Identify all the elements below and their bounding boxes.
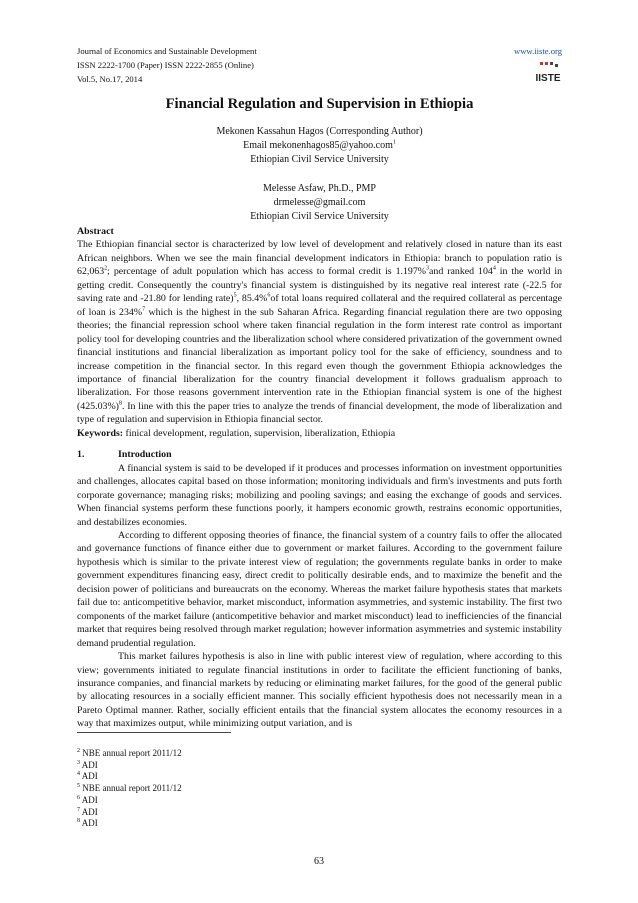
journal-issn: ISSN 2222-1700 (Paper) ISSN 2222-2855 (Online) <box>77 60 254 70</box>
page-number: 63 <box>314 856 324 867</box>
abstract-heading: Abstract <box>77 226 114 237</box>
footnote: $^4$ ADI <box>77 771 98 782</box>
svg-text:IISTE: IISTE <box>535 73 561 84</box>
intro-paragraph-1: A financial system is said to be developed if it produces and processes information on investment opportunities and challenges, allocates capital based on those information; monitoring individuals and firm's investments and puts forth corporate governance; managing risks; mobilizing and pooling savings; and easing the exchange of goods and services. When financial systems perform these functions poorly, it hampers economic growth, restrains economic opportunities, and destabilizes economies. <box>77 462 562 528</box>
author-2-email: drmelesse@gmail.com <box>273 196 366 208</box>
footnote: $^7$ ADI <box>77 806 98 817</box>
paper-title: Financial Regulation and Supervision in Ethiopia <box>165 96 474 112</box>
footnote: $^6$ ADI <box>77 794 98 805</box>
footnote: $^5$ NBE annual report 2011/12 <box>77 783 182 794</box>
footnote: $^2$ NBE annual report 2011/12 <box>77 748 182 758</box>
intro-paragraph-3: This market failures hypothesis is also in line with public interest view of regulation, where according to this view; governments initiated to regulate financial institutions in order to facilitate the efficient functioning of banks, insurance companies, and financial markets by reducing or eliminating market failures, for the good of the general public by allocating resources in a socially efficient manner. This socially efficient hypothesis does not necessarily mean in a Pareto Optimal manner. Rather, socially efficient entails that the financial system allocates the economy resources in a way that maximizes output, while minimizing output variation, and is <box>77 651 562 730</box>
footnote: $^8$ ADI <box>77 818 98 829</box>
author-1-email-line: Email mekonenhagos85@yahoo.com$^1$ <box>243 139 396 152</box>
footnote-divider <box>77 732 231 733</box>
author-block <box>77 125 562 224</box>
iiste-logo <box>534 62 562 88</box>
author-2-affiliation: Ethiopian Civil Service University <box>250 211 389 223</box>
intro-paragraph-2: According to different opposing theories of finance, the financial system of a country fails to offer the allocated and governance functions of finance either due to government or market failures. According to the government failure hypothesis which is similar to the private interest view of regulation; the governments regulate banks in order to make government expenditures financing easy, direct credit to politically desirable ends, and to maximize the benefit and the decision power of politicians and bureaucrats on the economy. Whereas the market failure hypothesis states that markets fail due to: anticompetitive behavior, market misconduct, information asymmetries, and systemic instability. The first two components of the market failure (anticompetitive behavior and market misconduct) lead to inefficiencies of the financial market that requires being resolved through market regulation; however information asymmetries and systemic instability demand prudential regulation. <box>77 529 562 649</box>
journal-name: Journal of Economics and Sustainable Development <box>77 46 257 56</box>
footnote: $^3$ ADI <box>77 759 98 770</box>
footnotes <box>77 748 182 830</box>
journal-volume: Vol.5, No.17, 2014 <box>77 74 143 84</box>
section-heading: 1. Introduction <box>77 449 172 461</box>
journal-url-link[interactable]: www.iiste.org <box>514 46 562 56</box>
author-2-name: Melesse Asfaw, Ph.D., PMP <box>263 182 376 194</box>
author-1-affiliation: Ethiopian Civil Service University <box>250 154 389 166</box>
journal-header <box>77 44 562 86</box>
keywords: Keywords: finical development, regulation, supervision, liberalization, Ethiopia <box>77 427 396 439</box>
main-text <box>77 225 562 731</box>
abstract-text: The Ethiopian financial sector is characterized by low level of development and relatively closed in nature than its east African neighbors. When we see the main financial development indicators in Ethiopia: branch to population ratio is 62,063$^2$; percentage of adult population which has access to formal credit is 1.197%$^3$and ranked $104^4$ in the world in getting credit. Consequently the country's financial system is distinguished by its negative real interest rate (-22.5 for saving rate and -21.80 for lending rate)$^5$, 85.4%$^6$of total loans required collateral and the required collateral as percentage of loan is 234%$^7$ which is the highest in the sub Saharan Africa. Regarding financial regulation there are two opposing theories; the financial repression school where taken financial regulation in the form interest rate control as important policy tool for developing countries and the liberalization school where considered privatization of the government owned financial institutions and financial liberalization as important policy tool for the sake of efficiency, soundness and to increase competition in the financial sector. In this regard even though the government Ethiopia acknowledges the importance of financial liberalization for the country financial development it follows gradualism approach to liberalization. For those reasons government intervention rate in the Ethiopian financial system is one of the highest $(425.03\%)^8$. In line with this the paper tries to analyze the trends of financial development, the mode of liberalization and type of regulation and supervision in Ethiopia financial sector. <box>77 239 563 426</box>
author-1-name: Mekonen Kassahun Hagos (Corresponding Author) <box>216 126 423 137</box>
